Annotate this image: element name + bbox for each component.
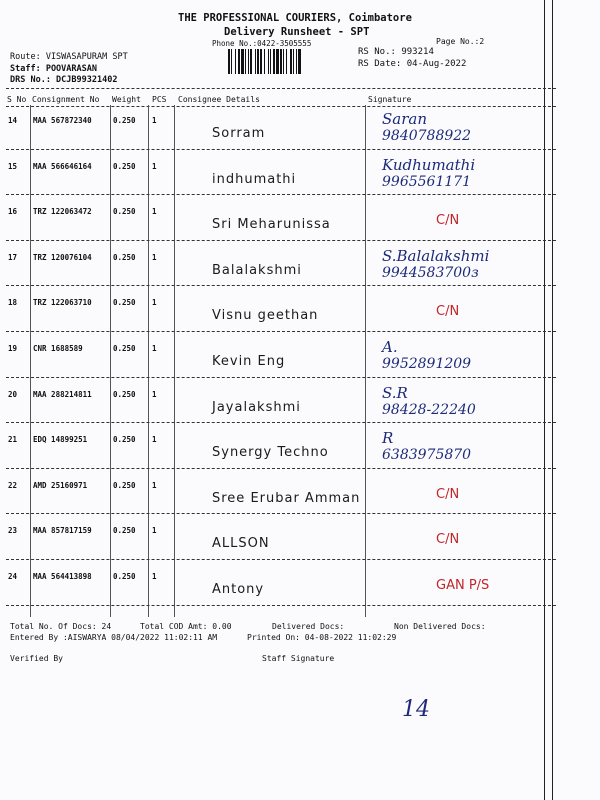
row-divider: [6, 331, 556, 332]
row-consignment-no: TRZ 122063710: [33, 298, 92, 308]
route-label: Route: VISWASAPURAM SPT: [10, 52, 128, 62]
col-consignee: Consignee Details: [178, 95, 260, 104]
row-weight: 0.250: [113, 161, 136, 171]
row-pcs: 1: [152, 389, 157, 399]
row-weight: 0.250: [113, 480, 136, 490]
row-signature: S.R: [382, 383, 408, 402]
phone-number: Phone No.:0422-3505555: [212, 39, 312, 48]
rs-date: RS Date: 04-Aug-2022: [358, 59, 467, 69]
row-sno: 19: [8, 344, 18, 353]
rs-number: RS No.: 993214: [358, 47, 434, 57]
row-weight: 0.250: [113, 344, 136, 353]
row-consignee-handwritten: Balalakshmi: [212, 262, 302, 278]
row-signature-phone: 98428-22240: [382, 401, 476, 418]
row-sno: 18: [8, 298, 18, 308]
row-signature-phone: 9965561171: [382, 173, 472, 190]
verified-by: Verified By: [10, 654, 63, 663]
row-consignment-no: MAA 564413898: [33, 572, 92, 581]
row-weight: 0.250: [113, 526, 136, 536]
row-sno: 23: [8, 526, 18, 536]
row-signature-cn: GAN P/S: [436, 578, 490, 593]
entered-by: Entered By :AISWARYA 08/04/2022 11:02:11 AM: [10, 633, 218, 642]
row-consignee-handwritten: ALLSON: [212, 536, 270, 552]
row-consignee-handwritten: Antony: [212, 582, 265, 597]
row-consignee-handwritten: Kevin Eng: [212, 354, 286, 369]
col-pcs: PCS: [152, 95, 167, 104]
col-weight: Weight: [112, 95, 141, 104]
row-sno: 15: [8, 161, 18, 171]
row-pcs: 1: [152, 435, 157, 445]
company-title: THE PROFESSIONAL COURIERS, Coimbatore: [178, 12, 412, 24]
row-pcs: 1: [152, 207, 157, 217]
row-divider: [6, 240, 556, 241]
row-pcs: 1: [152, 480, 157, 490]
column-line: [174, 105, 175, 617]
column-line: [148, 105, 149, 617]
drs-number: DRS No.: DCJB99321402: [10, 75, 118, 85]
row-sno: 20: [8, 389, 18, 399]
row-signature: A.: [382, 338, 398, 356]
row-divider: [6, 605, 556, 606]
row-signature-cn: C/N: [436, 213, 460, 229]
row-divider: [6, 149, 556, 150]
col-sno: S No: [7, 95, 27, 104]
delivered-docs: Delivered Docs:: [272, 622, 345, 631]
row-weight: 0.250: [113, 389, 136, 399]
row-consignee-handwritten: Sree Erubar Amman: [212, 490, 361, 506]
row-pcs: 1: [152, 252, 157, 262]
row-consignee-handwritten: Sorram: [212, 126, 266, 141]
row-weight: 0.250: [113, 298, 136, 308]
page-edge-line: [552, 0, 553, 800]
column-line: [110, 105, 111, 617]
row-signature-phone: 9944583700з: [382, 264, 479, 281]
row-sno: 16: [8, 207, 18, 217]
non-delivered-docs: Non Delivered Docs:: [394, 622, 486, 631]
row-pcs: 1: [152, 572, 157, 581]
staff-label: Staff: POOVARASAN: [10, 64, 97, 74]
printed-on: Printed On: 04-08-2022 11:02:29: [247, 633, 397, 642]
page-number: Page No.:2: [436, 37, 485, 46]
divider: [6, 106, 556, 107]
row-sno: 24: [8, 572, 18, 581]
row-consignment-no: EDQ 14899251: [33, 435, 88, 445]
row-pcs: 1: [152, 344, 157, 353]
row-consignee-handwritten: Sri Meharunissa: [212, 217, 331, 233]
row-signature-phone: 9840788922: [382, 128, 472, 144]
row-weight: 0.250: [113, 572, 136, 581]
row-signature: S.Balalakshmi: [382, 246, 490, 265]
row-divider: [6, 377, 556, 378]
column-line: [30, 105, 31, 617]
total-cod: Total COD Amt: 0.00: [140, 622, 232, 631]
row-pcs: 1: [152, 526, 157, 536]
row-weight: 0.250: [113, 435, 136, 445]
total-docs: Total No. Of Docs: 24: [10, 622, 112, 631]
page-edge-line: [544, 0, 545, 800]
row-consignment-no: MAA 567872340: [33, 116, 92, 125]
row-signature: R: [382, 429, 394, 448]
row-consignment-no: MAA 566646164: [33, 161, 92, 171]
row-pcs: 1: [152, 116, 157, 125]
row-signature: Kudhumathi: [382, 155, 476, 174]
row-signature: Saran: [382, 110, 427, 128]
col-signature: Signature: [368, 95, 412, 104]
row-weight: 0.250: [113, 252, 136, 262]
barcode: [228, 49, 353, 74]
handwritten-page-number: 14: [402, 697, 430, 722]
row-consignment-no: CNR 1688589: [33, 344, 83, 353]
row-consignee-handwritten: Synergy Techno: [212, 445, 329, 461]
row-divider: [6, 422, 556, 423]
row-pcs: 1: [152, 298, 157, 308]
divider: [6, 88, 556, 89]
column-line: [365, 105, 366, 617]
staff-signature: Staff Signature: [262, 654, 335, 663]
row-divider: [6, 285, 556, 286]
row-signature-phone: 6383975870: [382, 447, 472, 464]
row-signature-cn: C/N: [436, 304, 460, 320]
row-consignee-handwritten: Jayalakshmi: [212, 399, 301, 415]
row-divider: [6, 468, 556, 469]
col-consignment: Consignment No: [32, 95, 100, 104]
row-divider: [6, 559, 556, 560]
row-sno: 14: [8, 116, 18, 125]
row-sno: 22: [8, 480, 18, 490]
row-signature-cn: C/N: [436, 486, 460, 502]
row-divider: [6, 513, 556, 514]
row-consignment-no: TRZ 122063472: [33, 207, 92, 217]
row-signature-cn: C/N: [436, 532, 460, 548]
runsheet-subtitle: Delivery Runsheet - SPT: [224, 26, 370, 38]
row-consignment-no: MAA 288214811: [33, 389, 92, 399]
row-consignment-no: TRZ 120076104: [33, 252, 92, 262]
row-signature-phone: 9952891209: [382, 356, 472, 372]
row-consignee-handwritten: indhumathi: [212, 171, 297, 187]
row-weight: 0.250: [113, 116, 136, 125]
row-weight: 0.250: [113, 207, 136, 217]
row-consignee-handwritten: Visnu geethan: [212, 308, 319, 324]
row-divider: [6, 194, 556, 195]
row-sno: 17: [8, 252, 18, 262]
row-sno: 21: [8, 435, 18, 445]
barcode-bar: [301, 49, 303, 74]
row-consignment-no: MAA 857817159: [33, 526, 92, 536]
row-consignment-no: AMD 25160971: [33, 480, 88, 490]
row-pcs: 1: [152, 161, 157, 171]
